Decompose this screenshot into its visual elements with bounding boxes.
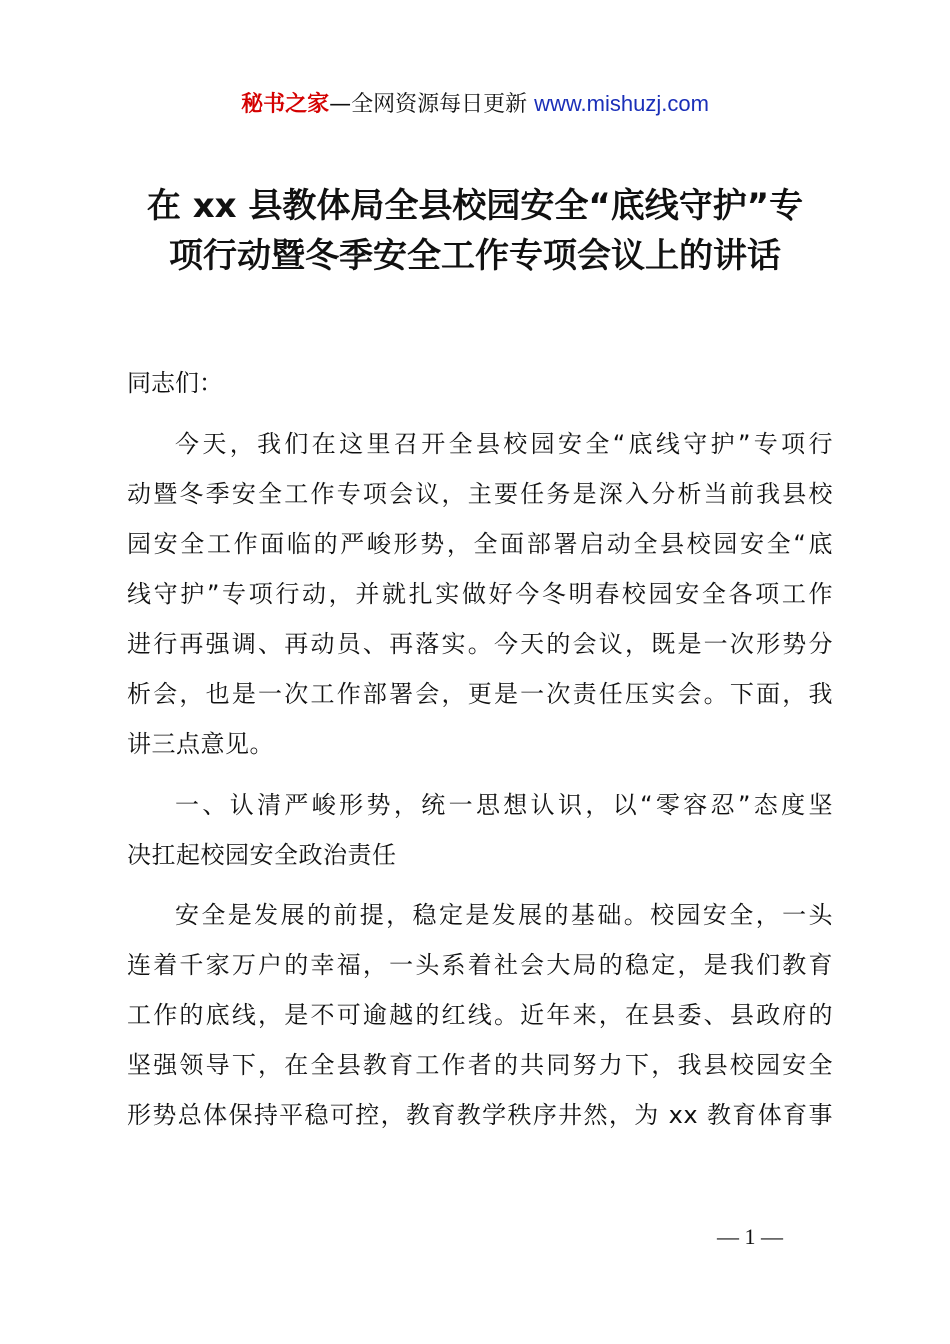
heading-line: 决扛起校园安全政治责任 xyxy=(127,841,397,869)
header-tagline: —全网资源每日更新 xyxy=(329,92,535,117)
text-line: 连着千家万户的幸福，一头系着社会大局的稳定，是我们教育 xyxy=(127,951,833,979)
text-line: 动暨冬季安全工作专项会议，主要任务是深入分析当前我县校 xyxy=(127,480,833,508)
site-url-link[interactable]: www.mishuzj.com xyxy=(534,91,709,116)
text-line: 安全是发展的前提，稳定是发展的基础。校园安全，一头 xyxy=(175,901,833,929)
text-line: 坚强领导下，在全县教育工作者的共同努力下，我县校园安全 xyxy=(127,1051,833,1079)
page-number: — 1 — xyxy=(717,1224,783,1249)
text-line: 进行再强调、再动员、再落实。今天的会议，既是一次形势分 xyxy=(127,630,833,658)
text-line: 园安全工作面临的严峻形势，全面部署启动全县校园安全“底 xyxy=(127,530,833,558)
text-line: 析会，也是一次工作部署会，更是一次责任压实会。下面，我 xyxy=(127,680,833,708)
text-line: 工作的底线，是不可逾越的红线。近年来，在县委、县政府的 xyxy=(127,1001,833,1029)
salutation: 同志们： xyxy=(127,369,223,397)
text-line: 线守护”专项行动，并就扎实做好今冬明春校园安全各项工作 xyxy=(127,580,833,608)
text-line: 今天，我们在这里召开全县校园安全“底线守护”专项行 xyxy=(175,430,833,458)
paragraph-intro xyxy=(127,419,833,769)
section-heading-1 xyxy=(127,780,833,880)
brand-name: 秘书之家 xyxy=(241,92,330,117)
site-header xyxy=(0,88,950,121)
document-title xyxy=(100,181,850,281)
text-line: 讲三点意见。 xyxy=(127,730,274,758)
heading-line: 一、认清严峻形势，统一思想认识，以“零容忍”态度坚 xyxy=(175,791,833,819)
title-line-1: 在 xx 县教体局全县校园安全“底线守护”专 xyxy=(146,186,804,226)
text-line: 形势总体保持平稳可控，教育教学秩序井然，为 xx 教育体育事 xyxy=(127,1101,833,1129)
paragraph-safety xyxy=(127,890,833,1140)
title-line-2: 项行动暨冬季安全工作专项会议上的讲话 xyxy=(169,236,781,276)
